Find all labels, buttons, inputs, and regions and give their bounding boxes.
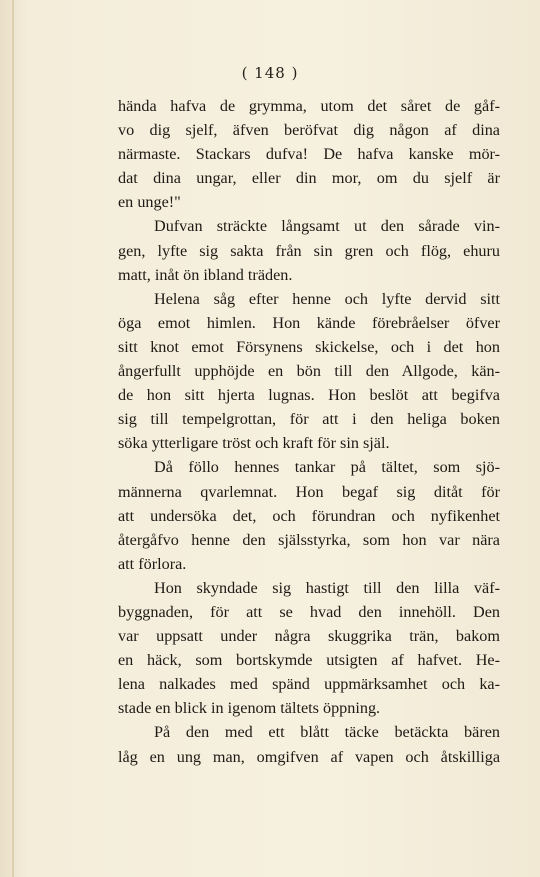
- text-line: söka ytterligare tröst och kraft för sin själ.: [118, 434, 390, 453]
- text-line: återgåfvo henne den själsstyrka, som hon var nära: [118, 530, 500, 549]
- text-line: de hon sitt hjerta lugnas. Hon beslöt att begifva: [118, 386, 500, 405]
- text-line: stade en blick in igenom tältets öppning.: [118, 699, 381, 718]
- text-line: en unge!": [118, 193, 181, 212]
- text-line: dat dina ungar, eller din mor, om du sjelf är: [118, 169, 500, 188]
- text-line: Hon skyndade sig hastigt till den lilla väf-: [154, 578, 500, 597]
- text-line: byggnaden, för att se hvad den innehöll. Den: [118, 602, 500, 621]
- text-line: en häck, som bortskymde utsigten af hafvet. He-: [118, 651, 500, 670]
- text-line: Helena såg efter henne och lyfte dervid sitt: [154, 289, 500, 308]
- body-text: [118, 94, 500, 769]
- text-line: att undersöka det, och förundran och nyfikenhet: [118, 506, 500, 525]
- text-line: hända hafva de grymma, utom det såret de gåf-: [118, 97, 500, 115]
- text-line: matt, inåt ön ibland träden.: [118, 265, 293, 284]
- text-line: låg en ung man, omgifven af vapen och åtskilliga: [118, 747, 500, 766]
- text-line: lena nalkades med spänd uppmärksamhet och ka-: [118, 675, 500, 694]
- text-line: att förlora.: [118, 554, 187, 573]
- text-line: ångerfullt upphöjde en bön till den Allgode, kän-: [118, 362, 500, 381]
- text-line: gen, lyfte sig sakta från sin gren och flög, ehuru: [118, 241, 500, 260]
- text-line: vo dig sjelf, äfven beröfvat dig någon af dina: [118, 121, 500, 140]
- text-line: sitt knot emot Försynens skickelse, och i det hon: [118, 337, 500, 356]
- text-line: Dufvan sträckte långsamt ut den sårade vin-: [154, 217, 500, 236]
- text-line: öga emot himlen. Hon kände förebråelser öfver: [118, 313, 500, 332]
- page-number: ( 148 ): [241, 64, 299, 82]
- page-gutter: [12, 0, 14, 877]
- text-line: männerna qvarlemnat. Hon begaf sig ditåt för: [118, 482, 500, 501]
- text-line: närmaste. Stackars dufva! De hafva kanske mör-: [118, 145, 500, 164]
- text-line: sig till tempelgrottan, för att i den heliga boken: [118, 410, 500, 429]
- text-line: Då föllo hennes tankar på tältet, som sjö-: [154, 458, 500, 477]
- text-line: var uppsatt under några skuggrika trän, bakom: [118, 627, 500, 646]
- text-line: På den med ett blått täcke betäckta bären: [154, 723, 500, 742]
